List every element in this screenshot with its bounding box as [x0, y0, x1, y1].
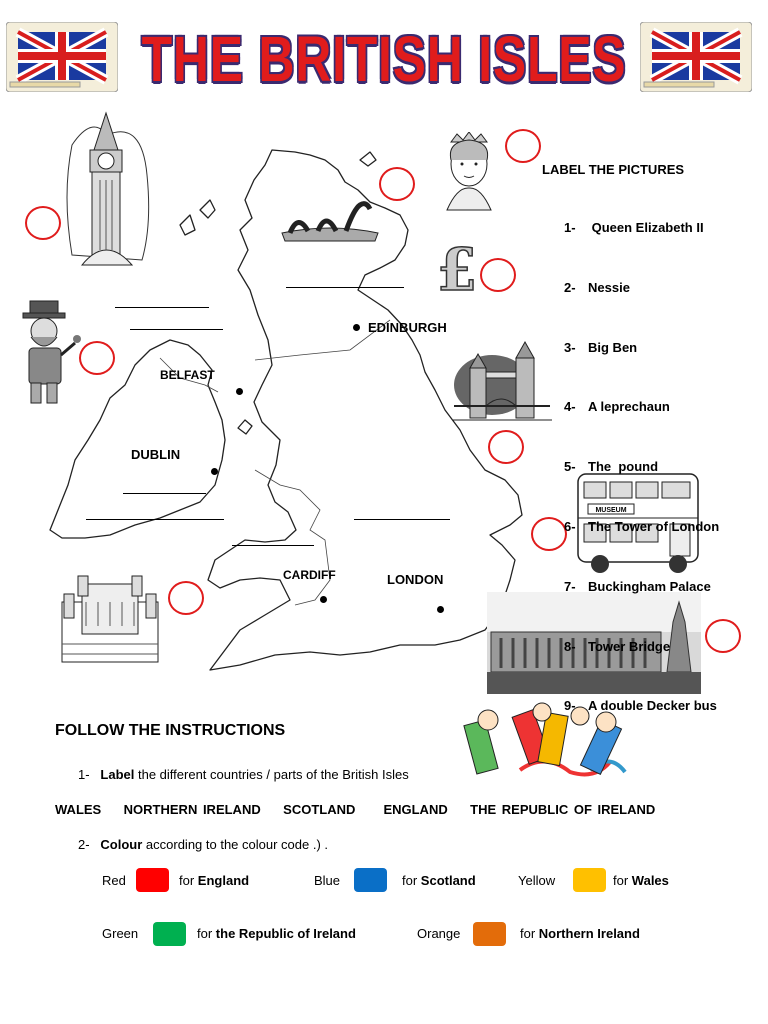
country-name: the Republic of Ireland	[215, 926, 356, 941]
colour-name-blue: Blue	[314, 873, 341, 888]
step-number: 2-	[78, 837, 90, 852]
instructions-heading: FOLLOW THE INSTRUCTIONS	[55, 722, 286, 739]
instruction-step-2	[78, 837, 328, 852]
city-dot	[211, 468, 218, 475]
country-name: Northern Ireland	[538, 926, 640, 941]
list-item	[564, 459, 719, 489]
answer-line[interactable]	[354, 519, 450, 520]
list-item-label: The pound	[588, 459, 659, 475]
list-item	[564, 698, 719, 728]
list-item	[564, 280, 719, 310]
list-item	[564, 220, 719, 250]
list-item-number: 1-	[564, 220, 576, 235]
answer-circle[interactable]	[505, 129, 541, 163]
colour-code-ireland	[197, 926, 356, 941]
label-pictures-heading: LABEL THE PICTURES	[542, 162, 685, 177]
list-item-number: 9-	[564, 698, 576, 714]
list-item-label: Queen Elizabeth II	[588, 220, 704, 235]
answer-circle[interactable]	[488, 430, 524, 464]
list-item-number: 3-	[564, 339, 576, 355]
answer-circle[interactable]	[168, 581, 204, 615]
answer-circle[interactable]	[379, 167, 415, 201]
for-text: for	[520, 926, 539, 941]
city-dot	[320, 596, 327, 603]
answer-line[interactable]	[232, 545, 314, 546]
colour-code-northern-ireland	[520, 926, 640, 941]
answer-line[interactable]	[130, 329, 223, 330]
answer-circle[interactable]	[79, 341, 115, 375]
queen-elizabeth-picture	[437, 132, 502, 212]
swatch-yellow	[573, 868, 606, 892]
list-item-label: Tower Bridge	[588, 638, 671, 654]
answer-line[interactable]	[86, 519, 224, 520]
list-item-label: A leprechaun	[588, 399, 670, 415]
list-item-label: The Tower of London	[588, 518, 720, 534]
swatch-orange	[473, 922, 506, 946]
swatch-green	[153, 922, 186, 946]
for-text: for	[179, 873, 198, 888]
list-item-label: A double Decker bus	[588, 698, 717, 714]
colour-name-yellow: Yellow	[518, 873, 556, 888]
list-item-label: Big Ben	[588, 339, 638, 355]
city-label-edinburgh: EDINBURGH	[368, 320, 447, 335]
city-label-cardiff: CARDIFF	[283, 568, 336, 582]
list-item-number: 5-	[564, 459, 576, 475]
city-label-belfast: BELFAST	[160, 368, 215, 382]
big-ben-picture	[52, 105, 162, 270]
list-item-number: 8-	[564, 638, 576, 654]
instruction-step-1	[78, 767, 409, 782]
colour-name-orange: Orange	[417, 926, 461, 941]
swatch-blue	[354, 868, 387, 892]
answer-line[interactable]	[286, 287, 404, 288]
answer-circle[interactable]	[25, 206, 61, 240]
colour-name-green: Green	[102, 926, 139, 941]
pound-sign-picture: £	[436, 236, 478, 304]
colour-code-scotland	[402, 873, 476, 888]
colour-name-red: Red	[102, 873, 126, 888]
answer-circle[interactable]	[480, 258, 516, 292]
list-item	[564, 399, 719, 429]
list-item	[564, 340, 719, 370]
swatch-red	[136, 868, 169, 892]
list-item-number: 2-	[564, 279, 576, 295]
colour-code-wales	[613, 873, 669, 888]
bus-sign-text: MUSEUM	[595, 507, 627, 514]
tower-of-london-picture	[56, 572, 164, 667]
pictures-list	[564, 190, 719, 743]
country-name: Scotland	[420, 873, 476, 888]
city-label-london: LONDON	[387, 572, 444, 587]
list-item-number: 6-	[564, 518, 576, 534]
list-item-label: Buckingham Palace	[588, 578, 711, 594]
list-item-number: 7-	[564, 578, 576, 594]
list-item-label: Nessie	[588, 279, 630, 295]
answer-circle[interactable]	[531, 517, 567, 551]
list-item-number: 4-	[564, 399, 576, 415]
city-dot	[353, 324, 360, 331]
page-title: THE BRITISH ISLES	[141, 23, 627, 95]
country-names: WALES NORTHERN IRELAND SCOTLAND ENGLAND THE REPUBLIC OF IRELAND	[55, 802, 656, 817]
city-dot	[236, 388, 243, 395]
for-text: for	[402, 873, 421, 888]
country-name: Wales	[631, 873, 669, 888]
nessie-picture	[280, 195, 380, 243]
step-text: according to the colour code .) .	[142, 837, 329, 852]
answer-line[interactable]	[123, 493, 206, 494]
step-number: 1-	[78, 767, 90, 782]
tower-bridge-picture	[452, 340, 552, 425]
for-text: for	[613, 873, 632, 888]
colour-code-england	[179, 873, 249, 888]
leprechaun-picture	[15, 293, 85, 413]
step-keyword: Label	[100, 767, 135, 782]
for-text: for	[197, 926, 216, 941]
step-text: the different countries / parts of the British Isles	[134, 767, 409, 782]
step-keyword: Colour	[100, 837, 143, 852]
city-label-dublin: DUBLIN	[131, 447, 181, 462]
list-item	[564, 519, 719, 549]
list-item	[564, 579, 719, 609]
answer-line[interactable]	[115, 307, 209, 308]
country-name: England	[197, 873, 250, 888]
list-item	[564, 639, 719, 669]
city-dot	[437, 606, 444, 613]
